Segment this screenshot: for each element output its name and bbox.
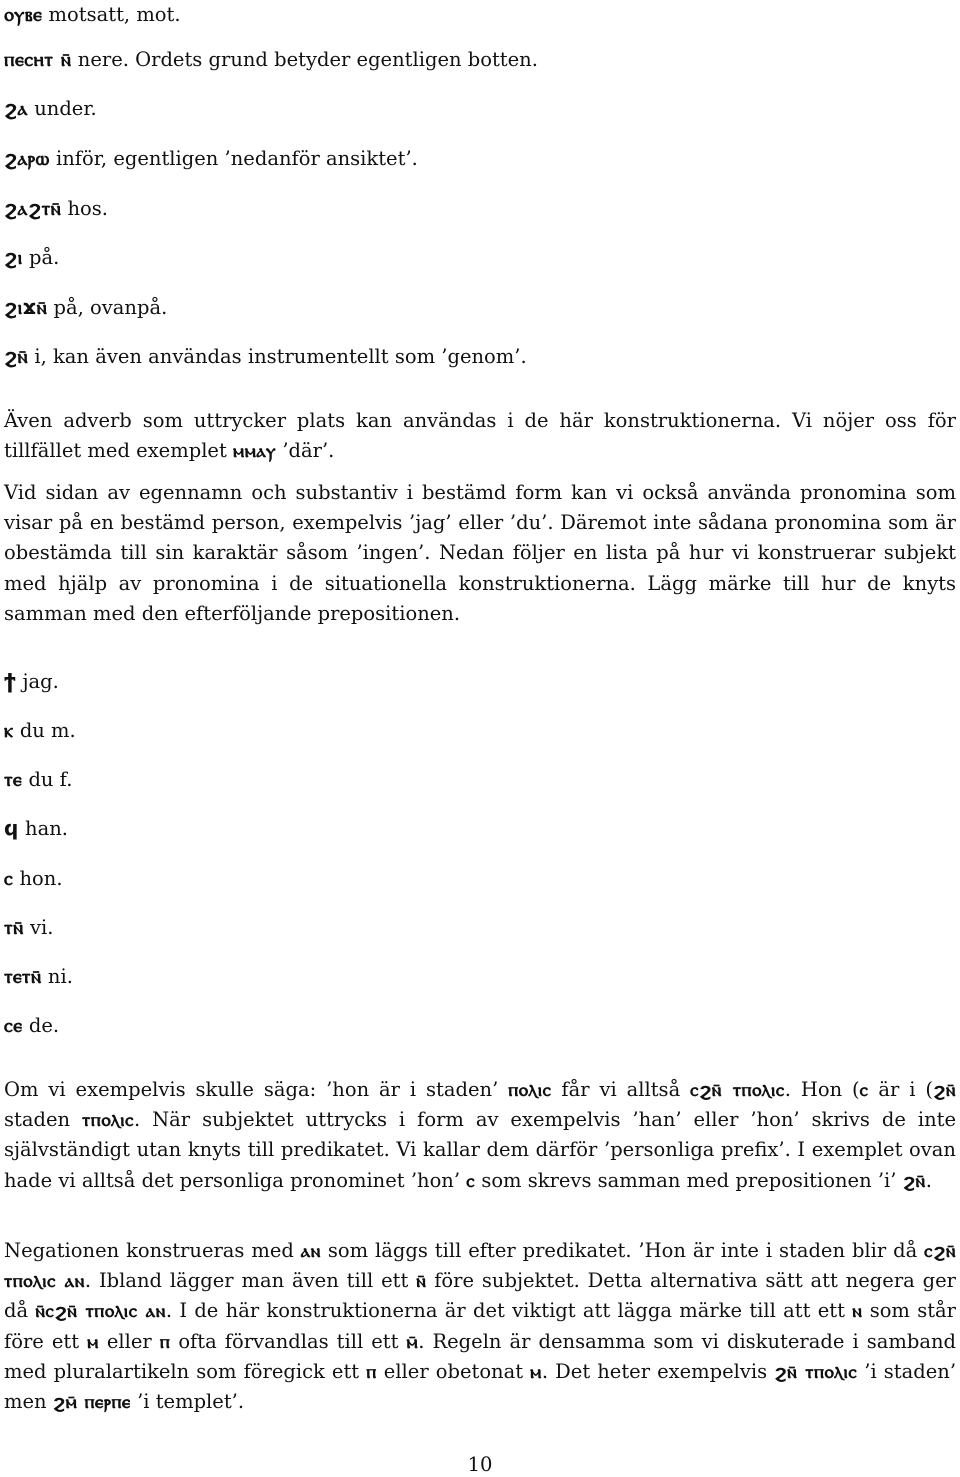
coptic-word: ϩⲛ̄ — [4, 344, 29, 368]
coptic-word: ⲥ — [466, 1169, 476, 1192]
coptic-word: ⲥϩⲛ̄ ⲧⲡⲟⲗⲓⲥ — [690, 1079, 785, 1101]
coptic-word: ϩⲛ̄ — [933, 1079, 957, 1101]
list-item — [4, 816, 68, 841]
paragraph-personal-prefix: Om vi exempelvis skulle säga: ’hon är i staden’ ⲡⲟⲗⲓⲥ får vi alltså ⲥϩⲛ̄ ⲧⲡⲟⲗⲓⲥ. Hon (ⲥ är i (ϩⲛ̄ staden ⲧⲡⲟⲗⲓⲥ. När subjektet uttrycks i form av exempelvis ’han’ eller ’hon’ skrivs de inte självständigt utan knyts till predikatet. Vi kallar dem därför ’personliga prefix’. I exemplet ovan hade vi alltså det personliga pronominet ’hon’ ⲥ som skrevs samman med prepositionen ’i’ ϩⲛ̄. — [4, 1078, 957, 1192]
list-item — [4, 964, 73, 989]
gloss: motsatt, mot. — [48, 3, 181, 26]
coptic-word: ϩⲓϫⲛ̄ — [4, 295, 48, 319]
list-item — [4, 245, 59, 270]
list-item — [4, 767, 72, 792]
coptic-word: ⲧⲛ̄ — [4, 915, 24, 939]
coptic-word: ⲡⲉⲥⲏⲧ ⲛ̄ — [4, 47, 72, 71]
coptic-word: ⲧⲉ — [4, 767, 23, 791]
gloss: du m. — [19, 719, 76, 742]
gloss: hon. — [19, 867, 63, 890]
coptic-word: ⲥϩⲛ̄ ⲧⲡⲟⲗⲓⲥ ⲁⲛ — [4, 1240, 956, 1293]
gloss: under. — [34, 97, 97, 120]
coptic-word: ⲁⲛ — [300, 1240, 321, 1262]
list-item — [4, 866, 63, 891]
coptic-word: ϩⲛ̄ ⲧⲡⲟⲗⲓⲥ — [774, 1360, 858, 1383]
coptic-word: ⲧⲡⲟⲗⲓⲥ — [82, 1109, 134, 1132]
coptic-word: ϩⲁⲣⲱ — [4, 146, 50, 170]
list-item — [4, 718, 76, 743]
coptic-word: ϥ — [4, 816, 19, 840]
paragraph-negation: Negationen konstrueras med ⲁⲛ som läggs till efter predikatet. ’Hon är inte i staden blir då ⲥϩⲛ̄ ⲧⲡⲟⲗⲓⲥ ⲁⲛ. Ibland lägger man även till ett ⲛ̄ före subjektet. Detta alternativa sätt att negera ger då ⲛ̄ⲥϩⲛ̄ ⲧⲡⲟⲗⲓⲥ ⲁⲛ. I de här konstruktionerna är det viktigt att lägga märke till att ett ⲛ som står före ett ⲙ eller ⲡ ofta förvandlas till ett ⲙ̄. Regeln är densamma som vi diskuterade i samband med pluralartikeln som föregick ett ⲡ eller obetonat ⲙ. Det heter exempelvis ϩⲛ̄ ⲧⲡⲟⲗⲓⲥ ’i staden’ men ϩⲙ̄ ⲡⲉⲣⲡⲉ ’i templet’. — [4, 1239, 957, 1414]
coptic-word: ⲕ — [4, 718, 14, 742]
coptic-word: ⲙ — [530, 1360, 542, 1383]
coptic-word: ⲡ — [366, 1360, 377, 1383]
gloss: du f. — [28, 768, 73, 791]
list-item — [4, 146, 418, 171]
gloss: på, ovanpå. — [53, 296, 168, 319]
gloss: vi. — [30, 916, 54, 939]
list-item — [4, 2, 181, 27]
gloss: inför, egentligen ’nedanför ansiktet’. — [56, 147, 418, 170]
gloss: han. — [25, 817, 68, 840]
coptic-word: ⲙ — [87, 1330, 99, 1353]
gloss: ni. — [47, 965, 73, 988]
paragraph-adverbs: Även adverb som uttrycker plats kan användas i de här konstruktionerna. Vi nöjer oss för tillfället med exemplet ⲙⲙⲁⲩ ’där’. — [4, 409, 956, 463]
gloss: nere. Ordets grund betyder egentligen botten. — [77, 48, 538, 71]
coptic-word: ⲛ̄ — [416, 1270, 427, 1293]
coptic-word: ϩⲙ̄ ⲡⲉⲣⲡⲉ — [52, 1391, 131, 1414]
list-item — [4, 669, 59, 694]
coptic-word: ϩⲁϩⲧⲛ̄ — [4, 196, 62, 220]
coptic-word: ⲥ — [4, 866, 14, 890]
gloss: på. — [28, 246, 60, 269]
gloss: de. — [28, 1014, 60, 1037]
coptic-word: ϩⲛ̄ — [902, 1169, 926, 1192]
list-item — [4, 344, 527, 369]
list-item — [4, 96, 97, 121]
gloss: jag. — [22, 670, 59, 693]
coptic-word: ⲡ — [159, 1330, 171, 1353]
coptic-word: ⲟⲩⲃⲉ — [4, 2, 43, 26]
coptic-word: ⲛ̄ⲥϩⲛ̄ ⲧⲡⲟⲗⲓⲥ ⲁⲛ — [35, 1300, 166, 1323]
coptic-word: ⲛ — [852, 1300, 863, 1323]
list-item — [4, 196, 108, 221]
coptic-word: ⲙ̄ — [406, 1330, 419, 1353]
page-number: 10 — [467, 1453, 493, 1476]
list-item — [4, 295, 167, 320]
coptic-word: ⲥ — [859, 1079, 869, 1101]
coptic-word: ϯ — [4, 669, 17, 693]
list-item — [4, 915, 53, 940]
coptic-word: ϩⲁ — [4, 96, 28, 120]
list-item — [4, 47, 538, 72]
coptic-word: ⲙⲙⲁⲩ — [233, 440, 277, 463]
coptic-word: ⲡⲟⲗⲓⲥ — [508, 1079, 552, 1101]
gloss: i, kan även användas instrumentellt som ’genom’. — [34, 345, 527, 368]
gloss: hos. — [67, 197, 109, 220]
coptic-word: ⲧⲉⲧⲛ̄ — [4, 964, 42, 988]
coptic-word: ⲥⲉ — [4, 1013, 23, 1037]
paragraph-pronouns-intro: Vid sidan av egennamn och substantiv i bestämd form kan vi också använda pronomina som visar på en bestämd person, exempelvis ’jag’ eller ’du’. Däremot inte sådana pronomina som är obestämda till sin karaktär såsom ’ingen’. Nedan följer en lista på hur vi konstruerar subjekt med hjälp av pronomina i de situationella konstruktionerna. Lägg märke till hur de knyts samman med den efterföljande prepositionen. — [4, 481, 956, 625]
coptic-word: ϩⲓ — [4, 245, 23, 269]
list-item — [4, 1013, 59, 1038]
